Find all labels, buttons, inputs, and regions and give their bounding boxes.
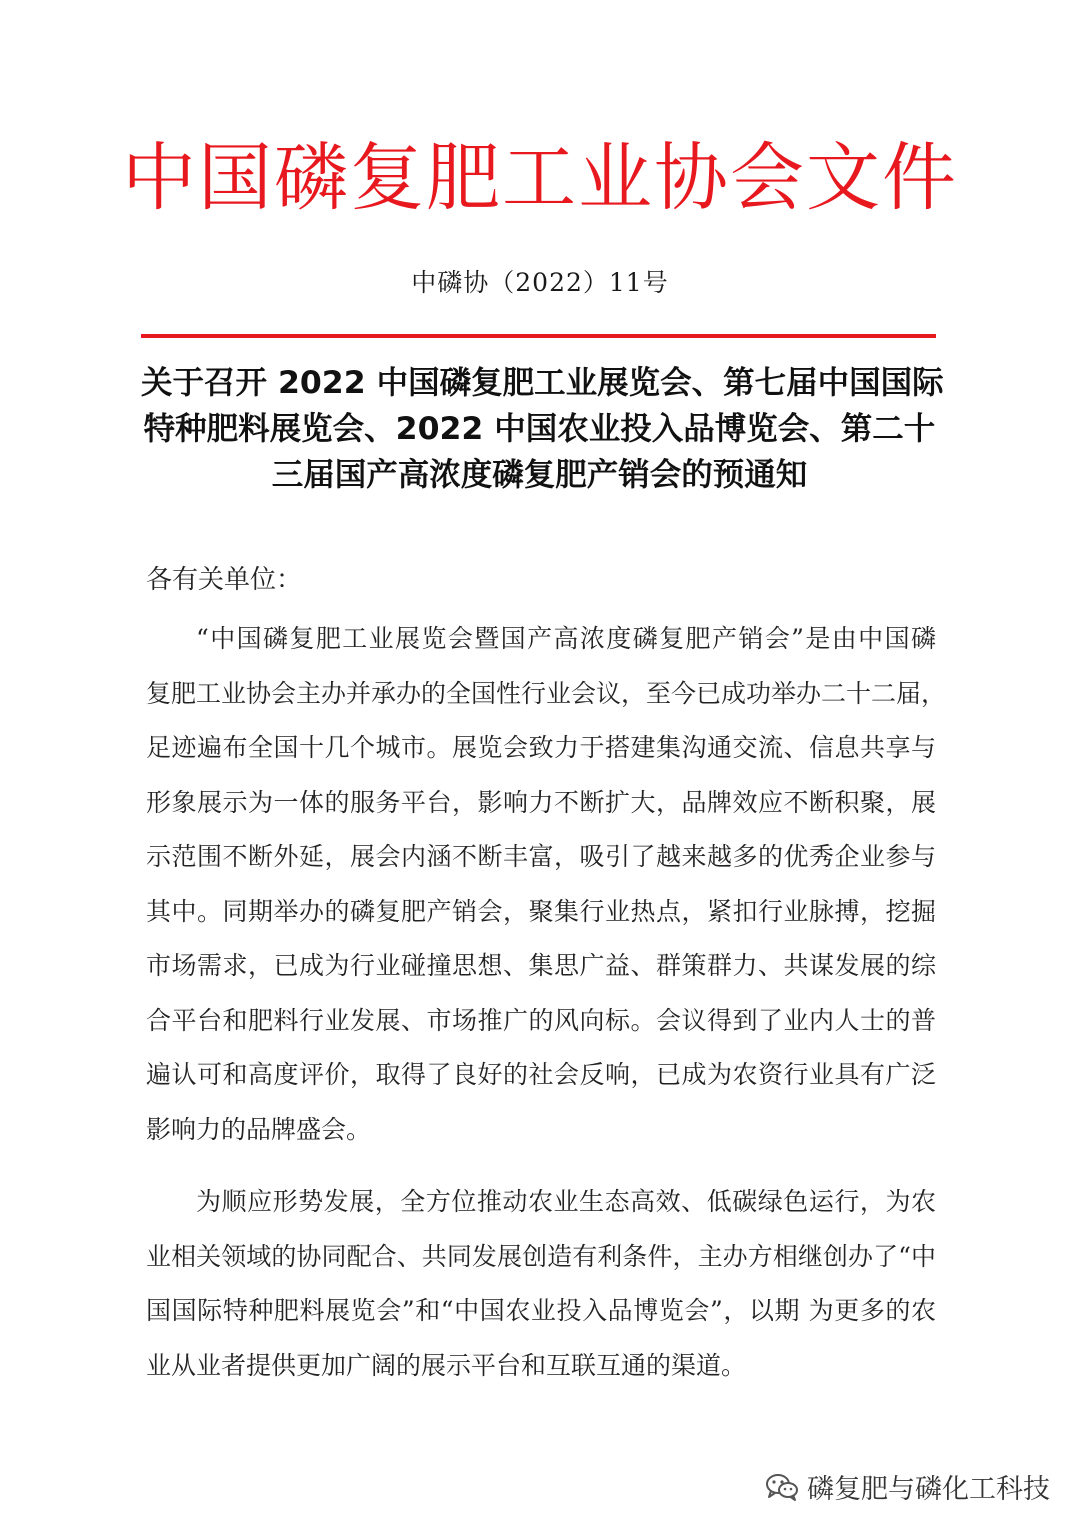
paragraph-line: 国国际特种肥料展览会”和“中国农业投入品博览会”，以期 为更多的农 [146, 1296, 936, 1325]
masthead-title: 中国磷复肥工业协会文件 [122, 135, 958, 221]
paragraph-line: 市场需求，已成为行业碰撞思想、集思广益、群策群力、共谋发展的综 [146, 951, 936, 980]
paragraph-line: 其中。同期举办的磷复肥产销会，聚集行业热点，紧扣行业脉搏，挖掘 [146, 896, 936, 926]
paragraph-line: 业相关领域的协同配合、共同发展创造有利条件，主办方相继创办了“中 [146, 1241, 936, 1271]
salutation: 各有关单位： [146, 565, 303, 595]
paragraph-line: 形象展示为一体的服务平台，影响力不断扩大，品牌效应不断积聚，展 [146, 787, 936, 817]
body-paragraph-1 [146, 612, 947, 1157]
wechat-account-watermark [765, 1467, 1050, 1506]
paragraph-line: 影响力的品牌盛会。 [146, 1114, 372, 1144]
red-divider-rule [141, 334, 936, 338]
notice-title [141, 360, 944, 498]
notice-title-line: 特种肥料展览会、2022 中国农业投入品博览会、第二十 [143, 411, 936, 447]
document-number: 中磷协（2022）11号 [411, 268, 669, 297]
paragraph-line: 业从业者提供更加广阔的展示平台和互联互通的渠道。 [146, 1350, 747, 1380]
paragraph-line: 为顺应形势发展，全方位推动农业生态高效、低碳绿色运行，为农 [196, 1187, 936, 1216]
notice-title-line: 三届国产高浓度磷复肥产销会的预通知 [271, 457, 808, 493]
paragraph-line: 合平台和肥料行业发展、市场推广的风向标。会议得到了业内人士的普 [146, 1005, 936, 1035]
wechat-account-name: 磷复肥与磷化工科技 [807, 1474, 1050, 1505]
paragraph-line: 遍认可和高度评价，取得了良好的社会反响，已成为农资行业具有广泛 [146, 1060, 936, 1089]
wechat-icon [765, 1472, 799, 1502]
body-paragraph-2 [146, 1175, 936, 1393]
paragraph-line: 复肥工业协会主办并承办的全国性行业会议，至今已成功举办二十二届， [146, 678, 947, 708]
notice-title-line: 关于召开 2022 中国磷复肥工业展览会、第七届中国国际 [141, 365, 944, 401]
paragraph-line: “中国磷复肥工业展览会暨国产高浓度磷复肥产销会”是由中国磷 [196, 624, 936, 653]
paragraph-line: 足迹遍布全国十几个城市。展览会致力于搭建集沟通交流、信息共享与 [146, 733, 936, 762]
paragraph-line: 示范围不断外延，展会内涵不断丰富，吸引了越来越多的优秀企业参与 [146, 842, 936, 871]
